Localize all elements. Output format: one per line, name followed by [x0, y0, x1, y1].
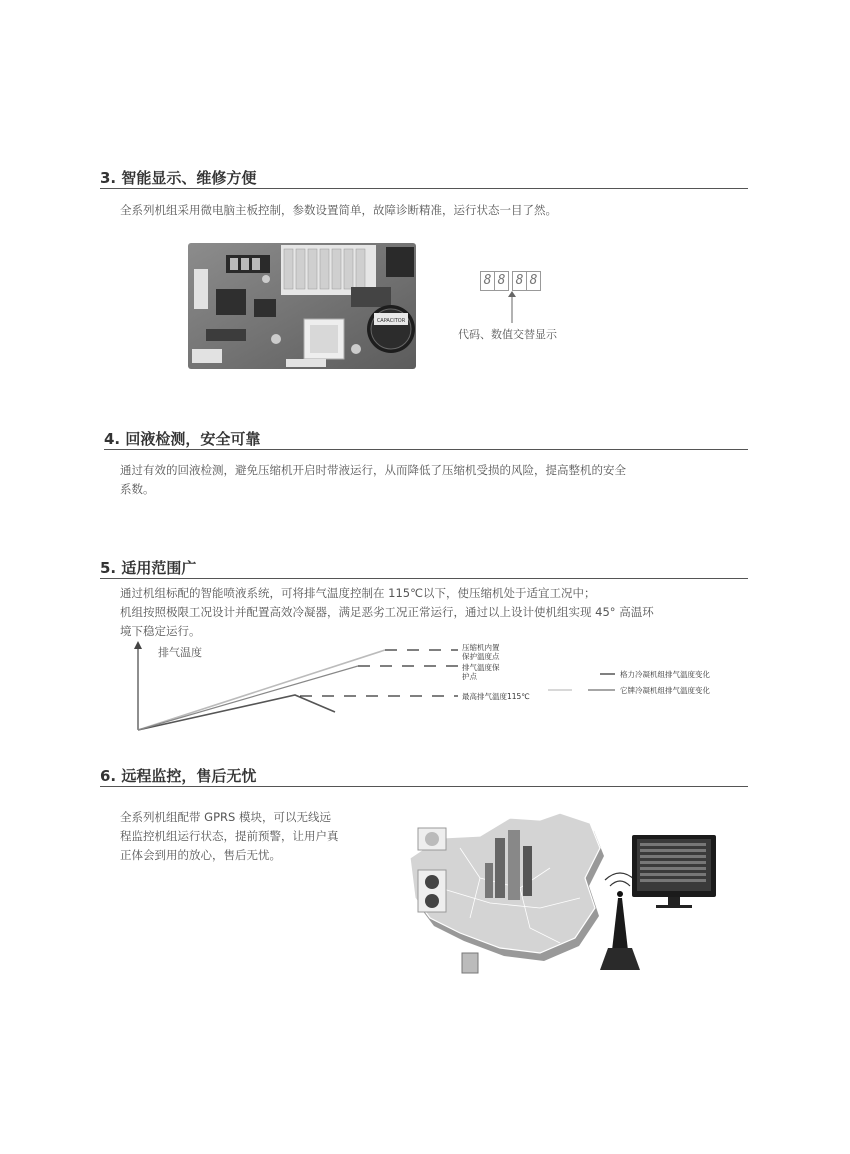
legend-gree: 格力冷凝机组排气温度变化: [620, 670, 710, 679]
segment-digit-3: 8: [512, 271, 527, 291]
section-4-line-2: 系数。: [120, 482, 155, 496]
display-caption: 代码、数值交替显示: [458, 328, 557, 341]
section-4-number: 4.: [104, 430, 121, 448]
other-brand-line: [138, 650, 385, 730]
section-4-body: [120, 461, 626, 499]
gree-line-mid: [138, 666, 358, 730]
section-4-line-1: 通过有效的回液检测，避免压缩机开启时带液运行，从而降低了压缩机受损的风险，提高整机的安全: [120, 463, 626, 477]
circuit-board-image: [186, 239, 421, 374]
section-6-body: [120, 808, 339, 865]
remote-monitoring-image: [400, 808, 730, 978]
display-arrow: [505, 291, 519, 325]
segment-display: [480, 271, 550, 291]
section-3-line-1: 全系列机组采用微电脑主板控制，参数设置简单，故障诊断精准，运行状态一目了然。: [120, 203, 557, 217]
monitor: [632, 835, 716, 908]
chart-ylabel: 排气温度: [158, 646, 202, 659]
gree-line: [138, 695, 335, 730]
section-3-body: [120, 201, 557, 220]
section-5-number: 5.: [100, 559, 117, 577]
segment-digit-1: 8: [480, 271, 495, 291]
section-5-line-1: 通过机组标配的智能喷液系统，可将排气温度控制在 115℃以下，使压缩机处于适宜工况中；: [120, 586, 596, 600]
section-6-rule: [100, 786, 748, 787]
section-3-title: [100, 167, 256, 188]
phone: [462, 953, 478, 973]
section-6-number: 6.: [100, 767, 117, 785]
section-6-line-2: 程监控机组运行状态，提前预警，让用户真: [120, 829, 339, 843]
section-6-line-1: 全系列机组配带 GPRS 模块，可以无线远: [120, 810, 331, 824]
section-6-heading: 远程监控，售后无忧: [121, 767, 257, 785]
y-axis-arrow: [134, 641, 142, 649]
annotation-exhaust: [462, 663, 500, 681]
section-4-title: [104, 428, 260, 449]
section-3-heading: 智能显示、维修方便: [121, 169, 257, 187]
annotation-protection-2: 保护温度点: [462, 652, 500, 661]
section-4-rule: [104, 449, 748, 450]
annotation-protection: [462, 643, 500, 661]
annotation-exhaust-1: 排气温度保: [462, 663, 500, 672]
annotation-protection-1: 压缩机内置: [462, 643, 500, 652]
section-6-line-3: 正体会到用的放心，售后无忧。: [120, 848, 281, 862]
section-5-title: [100, 557, 196, 578]
capacitor-label: CAPACITOR: [376, 318, 406, 324]
section-5-rule: [100, 578, 748, 579]
annotation-max: 最高排气温度115℃: [462, 692, 530, 701]
section-5-line-3: 境下稳定运行。: [120, 624, 201, 638]
annotation-exhaust-2: 护点: [462, 672, 477, 681]
section-4-heading: 回液检测，安全可靠: [125, 430, 261, 448]
section-5-line-2: 机组按照极限工况设计并配置高效冷凝器，满足恶劣工况正常运行，通过以上设计使机组实现 45° 高温环: [120, 605, 654, 619]
section-6-title: [100, 765, 256, 786]
section-3-rule: [100, 188, 748, 189]
section-5-body: [120, 584, 654, 641]
segment-digit-2: 8: [494, 271, 509, 291]
section-5-heading: 适用范围广: [121, 559, 197, 577]
section-3-number: 3.: [100, 169, 117, 187]
legend-other: 它牌冷凝机组排气温度变化: [620, 686, 710, 695]
segment-digit-4: 8: [526, 271, 541, 291]
